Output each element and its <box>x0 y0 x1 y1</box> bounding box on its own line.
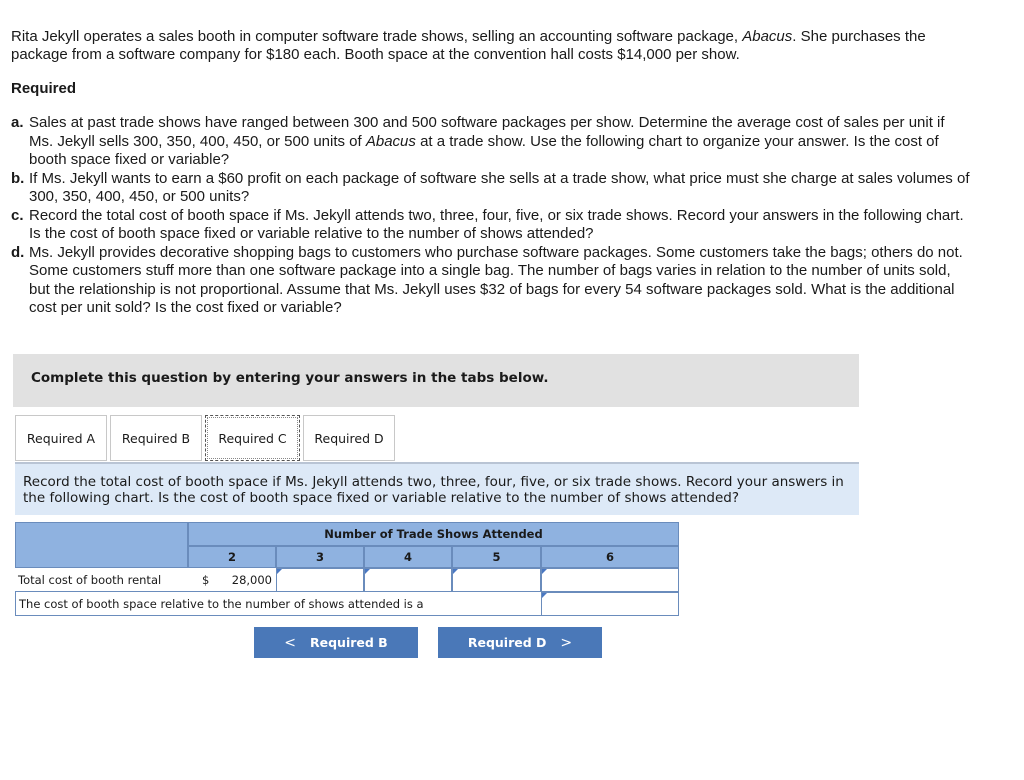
tab-instruction: Record the total cost of booth space if Ms. Jekyll attends two, three, four, five, or six trade shows. Record your answers in the following chart. Is the cost of booth space fixed or variable relative to the number of shows attended? <box>15 464 859 515</box>
chevron-left-icon: < <box>284 634 296 651</box>
column-header-2: 2 <box>188 546 276 568</box>
booth-rental-4-input[interactable] <box>364 568 452 592</box>
booth-rental-3-input[interactable] <box>276 568 364 592</box>
row-label-cost-behavior: The cost of booth space relative to the number of shows attended is a <box>15 592 541 616</box>
booth-rental-6-input[interactable] <box>541 568 679 592</box>
currency-symbol: $ <box>202 573 210 587</box>
table-header-blank <box>15 522 188 568</box>
requirement-c <box>11 207 971 244</box>
booth-rental-5-input[interactable] <box>452 568 541 592</box>
requirement-text-italic: Abacus <box>365 132 416 150</box>
requirement-text-post: at a trade show. Use the following chart to organize your answer. Is the cost of booth space fixed or variable? <box>29 132 939 168</box>
requirement-text <box>29 114 971 170</box>
requirement-letter: c. <box>11 206 24 224</box>
cost-behavior-input[interactable] <box>541 592 679 616</box>
requirement-b <box>11 170 971 207</box>
requirement-text: Ms. Jekyll provides decorative shopping bags to customers who purchase software packages. Some customers take the bags; others do not. Some customers stuff more than one software package into a single bag. The number of bags varies in relation to the number of units sold, but the relationship is not proportional. Assume that Ms. Jekyll uses $32 of bags for every 54 software packages sold. What is the additional cost per unit sold? Is the cost fixed or variable? <box>29 243 963 316</box>
previous-button-label: Required B <box>310 635 388 650</box>
complete-question-banner <box>13 354 859 407</box>
cell-2-shows <box>188 568 276 592</box>
next-button-label: Required D <box>467 635 547 650</box>
tab-required-d[interactable]: Required D <box>303 415 395 461</box>
column-header-6: 6 <box>541 546 679 568</box>
requirement-a <box>11 114 971 170</box>
requirement-letter: a. <box>11 114 24 131</box>
column-header-4: 4 <box>364 546 452 568</box>
tab-required-b[interactable]: Required B <box>110 415 202 461</box>
required-heading: Required <box>11 80 77 97</box>
requirement-tabs <box>15 415 398 463</box>
requirements-list <box>11 114 971 318</box>
booth-rental-2-value: 28,000 <box>231 573 272 587</box>
requirement-text-pre: Sales at past trade shows have ranged between 300 and 500 software packages per show. Determine the average cost of sales per unit if Ms. Jekyll sells 300, 350, 400, 450, or 500 units of <box>29 114 945 150</box>
requirement-text: Record the total cost of booth space if Ms. Jekyll attends two, three, four, five, or six trade shows. Record your answers in the following chart. Is the cost of booth space fixed or variable relative to the number of shows attended? <box>29 206 964 242</box>
next-required-d-button[interactable] <box>438 627 602 658</box>
column-header-3: 3 <box>276 546 364 568</box>
requirement-letter: d. <box>11 243 25 261</box>
problem-intro <box>11 28 971 64</box>
requirement-letter: b. <box>11 169 25 187</box>
requirement-text: If Ms. Jekyll wants to earn a $60 profit on each package of software she sells at a trade show, what price must she charge at sales volumes of 300, 350, 400, 450, or 500 units? <box>29 169 970 205</box>
tab-required-a[interactable]: Required A <box>15 415 107 461</box>
column-header-5: 5 <box>452 546 541 568</box>
tab-required-c[interactable]: Required C <box>205 415 300 461</box>
intro-text-2: . She purchases the package from a software company for $180 each. Booth space at the convention hall costs $14,000 per show. <box>11 28 926 63</box>
complete-question-text: Complete this question by entering your answers in the tabs below. <box>31 370 549 386</box>
requirement-d <box>11 244 971 318</box>
intro-text-1: Rita Jekyll operates a sales booth in computer software trade shows, selling an accounting software package, <box>11 28 743 45</box>
chevron-right-icon: > <box>560 634 573 651</box>
intro-product-name: Abacus <box>742 28 793 45</box>
previous-required-b-button[interactable] <box>254 627 418 658</box>
table-header-title: Number of Trade Shows Attended <box>188 522 679 546</box>
row-label-total-booth-rental: Total cost of booth rental <box>15 568 188 592</box>
